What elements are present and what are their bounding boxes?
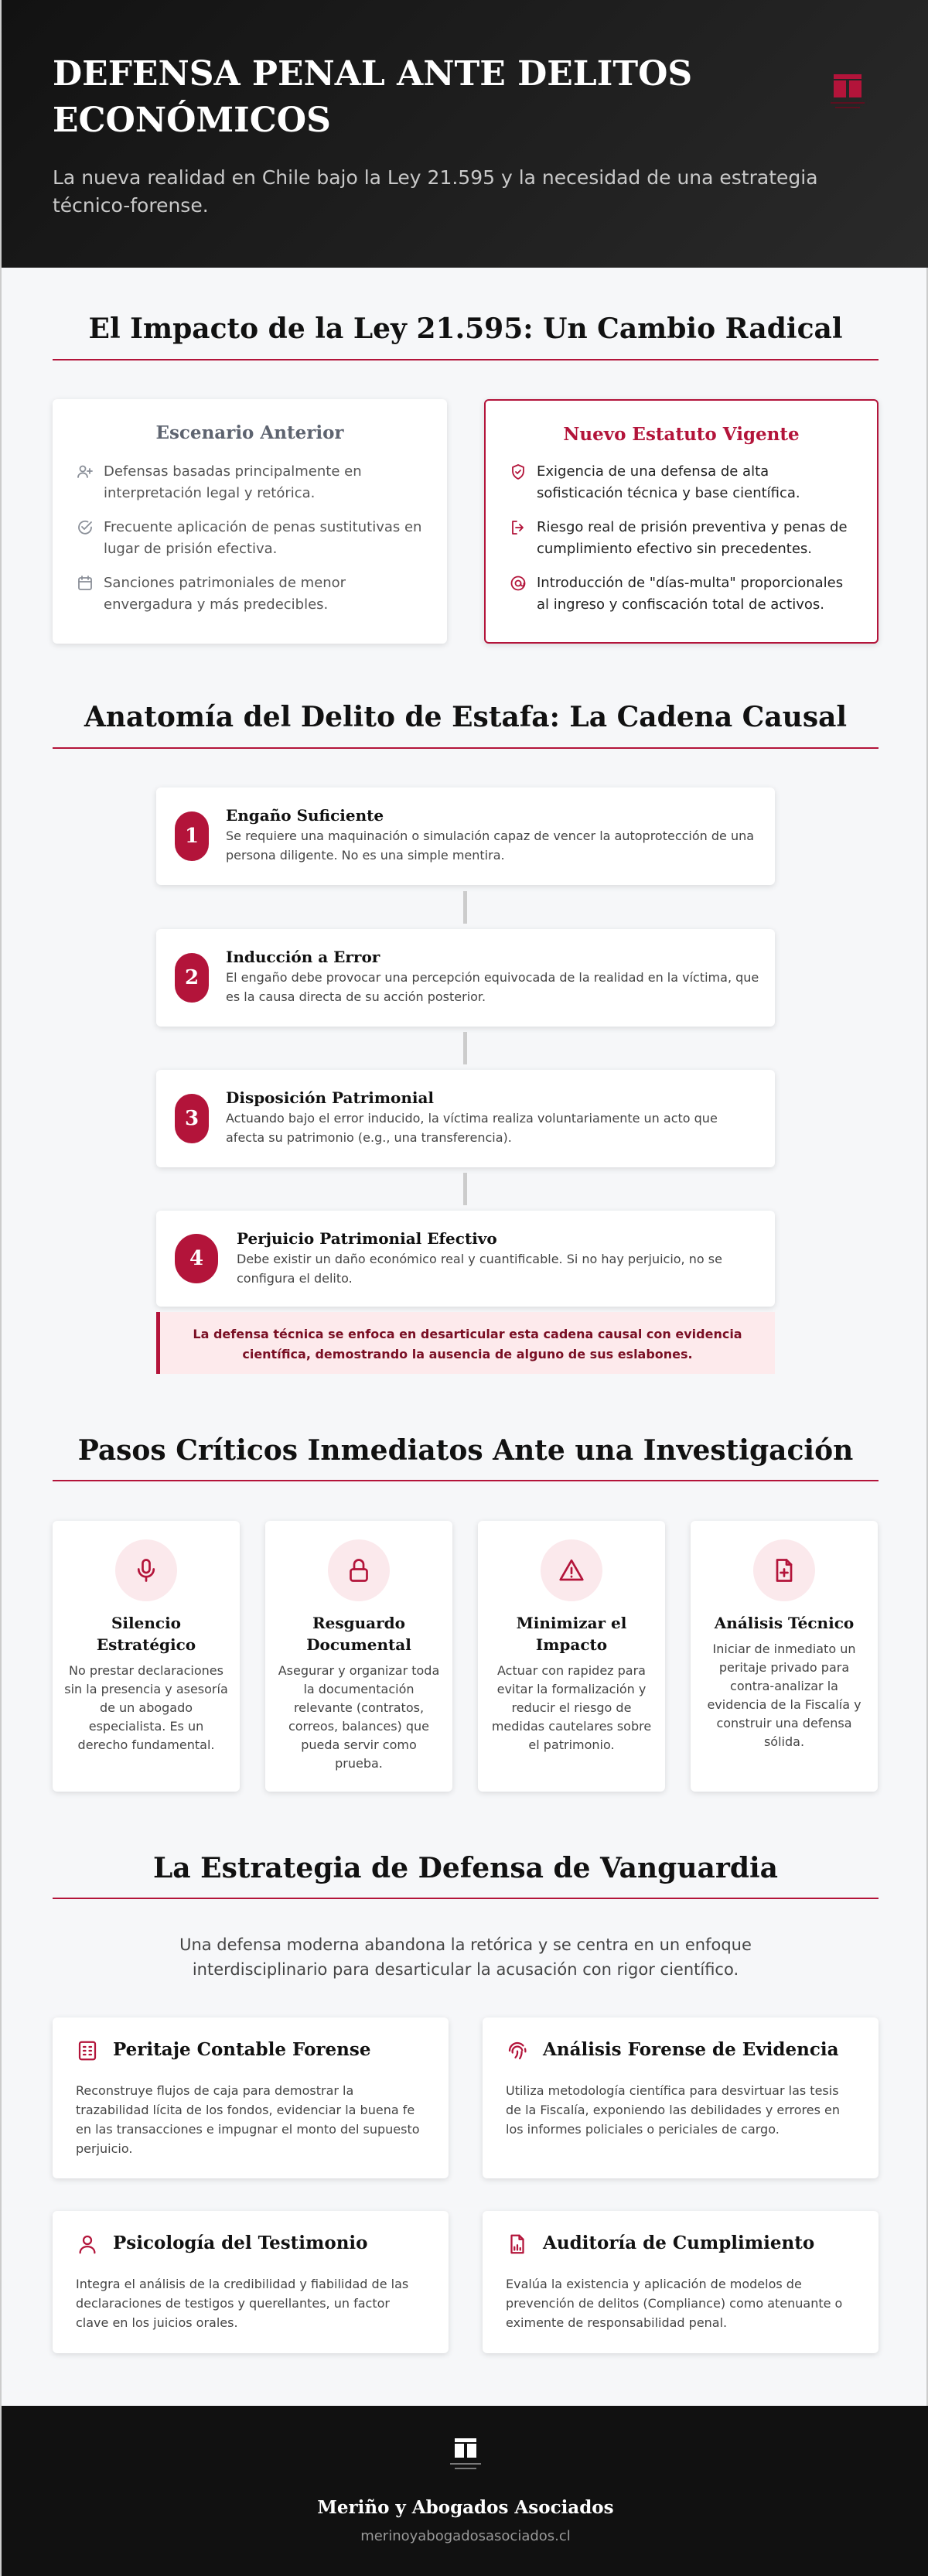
- step-title: Disposición Patrimonial: [226, 1088, 435, 1107]
- step-number: 1: [175, 811, 209, 861]
- step-number: 3: [175, 1094, 209, 1143]
- calculator-icon: [76, 2039, 99, 2062]
- lock-icon: [345, 1556, 373, 1584]
- step-card-title: Minimizar el Impacto: [516, 1614, 627, 1654]
- firm-logo-icon: [449, 2435, 483, 2475]
- strategy-section-title: La Estrategia de Defensa de Vanguardia: [152, 1852, 778, 1884]
- user-icon: [76, 2233, 99, 2256]
- section-divider: [53, 1480, 879, 1481]
- step-card-documents: [265, 1521, 452, 1792]
- warning-triangle-icon: [558, 1556, 585, 1584]
- section-divider: [53, 747, 879, 749]
- icon-badge: [541, 1539, 602, 1601]
- list-item: [76, 572, 424, 616]
- strategy-card-title: Análisis Forense de Evidencia: [543, 2039, 839, 2060]
- page-subtitle: La nueva realidad en Chile bajo la Ley 21.595 y la necesidad de una estrategia técnico-forense.: [53, 166, 818, 217]
- list-item: [509, 572, 857, 616]
- step-title: Engaño Suficiente: [226, 806, 384, 825]
- strategy-card-title: Peritaje Contable Forense: [113, 2039, 371, 2060]
- strategy-card-accounting: [53, 2017, 449, 2178]
- chain-step: [156, 787, 775, 885]
- firm-website-link[interactable]: merinoyabogadosasociados.cl: [360, 2528, 571, 2544]
- chain-step: [156, 1211, 775, 1307]
- calendar-icon: [76, 574, 94, 593]
- microphone-icon: [132, 1556, 160, 1584]
- step-number: 2: [175, 953, 209, 1003]
- icon-badge: [115, 1539, 177, 1601]
- step-card-title: Análisis Técnico: [714, 1614, 855, 1632]
- new-statute-card: [484, 399, 879, 644]
- step-card-silence: [53, 1521, 240, 1792]
- list-item-text: Defensas basadas principalmente en interpretación legal y retórica.: [104, 463, 362, 501]
- section-divider: [53, 359, 879, 360]
- file-chart-icon: [506, 2233, 529, 2256]
- strategy-card-evidence: [483, 2017, 879, 2178]
- list-item-text: Frecuente aplicación de penas sustitutivas en lugar de prisión efectiva.: [104, 519, 422, 557]
- list-item: [509, 517, 857, 560]
- step-card-text: Iniciar de inmediato un peritaje privado para contra-analizar la evidencia de la Fiscalía y construir una defensa sólida.: [707, 1642, 861, 1749]
- step-title: Perjuicio Patrimonial Efectivo: [237, 1229, 497, 1248]
- firm-name: Meriño y Abogados Asociados: [317, 2497, 614, 2518]
- impact-section-title: El Impacto de la Ley 21.595: Un Cambio Radical: [88, 313, 843, 345]
- list-item: [76, 517, 424, 560]
- steps-section-title: Pasos Críticos Inmediatos Ante una Investigación: [77, 1434, 854, 1467]
- user-plus-icon: [76, 463, 94, 481]
- strategy-card-text: Evalúa la existencia y aplicación de modelos de prevención de delitos (Compliance) como atenuante o eximente de responsabilidad penal.: [506, 2277, 843, 2330]
- list-item: [76, 461, 424, 504]
- step-card-text: Asegurar y organizar toda la documentación relevante (contratos, correos, balances) que pueda servir como prueba.: [278, 1663, 440, 1771]
- chain-section-title: Anatomía del Delito de Estafa: La Cadena Causal: [84, 701, 848, 733]
- step-card-impact: [478, 1521, 665, 1792]
- list-item-text: Exigencia de una defensa de alta sofisticación técnica y base científica.: [537, 463, 800, 501]
- strategy-card-title: Auditoría de Cumplimiento: [543, 2233, 815, 2253]
- icon-badge: [753, 1539, 815, 1601]
- strategy-card-text: Utiliza metodología científica para desvirtuar las tesis de la Fiscalía, exponiendo las debilidades y errores en los informes policiales o periciales de cargo.: [506, 2083, 841, 2137]
- step-text: Se requiere una maquinación o simulación capaz de vencer la autoprotección de una persona diligente. No es una simple mentira.: [226, 828, 755, 863]
- section-divider: [53, 1898, 879, 1899]
- strategy-intro: Una defensa moderna abandona la retórica y se centra en un enfoque interdisciplinario para desarticular la acusación con rigor científico.: [179, 1935, 752, 1979]
- at-sign-icon: [509, 574, 527, 593]
- strategy-card-psychology: [53, 2211, 449, 2353]
- step-card-text: Actuar con rapidez para evitar la formalización y reducir el riesgo de medidas cautelares sobre el patrimonio.: [491, 1663, 652, 1752]
- list-item-text: Sanciones patrimoniales de menor envergadura y más predecibles.: [104, 575, 346, 613]
- step-card-analysis: [691, 1521, 878, 1792]
- chain-connector: [463, 891, 467, 924]
- step-title: Inducción a Error: [226, 948, 380, 966]
- chain-step: [156, 929, 775, 1027]
- strategy-card-text: Integra el análisis de la credibilidad y fiabilidad de las declaraciones de testigos y querellantes, un factor clave en los juicios orales.: [76, 2277, 409, 2330]
- step-text: Actuando bajo el error inducido, la víctima realiza voluntariamente un acto que afecta su patrimonio (e.g., una transferencia).: [226, 1111, 718, 1145]
- step-card-text: No prestar declaraciones sin la presencia y asesoría de un abogado especialista. Es un derecho fundamental.: [64, 1663, 228, 1752]
- step-text: Debe existir un daño económico real y cuantificable. Si no hay perjuicio, no se configura el delito.: [237, 1252, 722, 1286]
- list-item: [509, 461, 857, 504]
- chain-defense-note: La defensa técnica se enfoca en desarticular esta cadena causal con evidencia científica, demostrando la ausencia de alguno de sus eslabones.: [156, 1312, 775, 1374]
- hero-header: [2, 0, 928, 268]
- strategy-card-text: Reconstruye flujos de caja para demostrar la trazabilidad lícita de los fondos, evidenciar la buena fe en las transacciones e impugnar el monto del supuesto perjuicio.: [76, 2083, 420, 2156]
- icon-badge: [328, 1539, 390, 1601]
- footer: [2, 2406, 928, 2576]
- new-statute-title: Nuevo Estatuto Vigente: [563, 424, 800, 445]
- page-title: DEFENSA PENAL ANTE DELITOS ECONÓMICOS: [53, 54, 693, 140]
- strategy-card-compliance: [483, 2211, 879, 2353]
- previous-scenario-card: [53, 399, 447, 644]
- log-out-icon: [509, 518, 527, 537]
- shield-check-icon: [509, 463, 527, 481]
- chain-connector: [463, 1173, 467, 1205]
- step-text: El engaño debe provocar una percepción equivocada de la realidad en la víctima, que es la causa directa de su acción posterior.: [226, 970, 759, 1004]
- list-item-text: Riesgo real de prisión preventiva y penas de cumplimiento efectivo sin precedentes.: [537, 519, 848, 557]
- chain-connector: [463, 1032, 467, 1064]
- step-card-title: Silencio Estratégico: [96, 1614, 196, 1654]
- list-item-text: Introducción de "días-multa" proporcionales al ingreso y confiscación total de activos.: [537, 575, 844, 613]
- chain-step: [156, 1070, 775, 1167]
- fingerprint-icon: [506, 2039, 529, 2062]
- strategy-card-title: Psicología del Testimonio: [113, 2233, 368, 2253]
- step-number: 4: [175, 1234, 218, 1283]
- previous-scenario-title: Escenario Anterior: [155, 422, 344, 443]
- file-plus-icon: [770, 1556, 798, 1584]
- check-circle-icon: [76, 518, 94, 537]
- firm-logo-icon: [827, 65, 868, 119]
- step-card-title: Resguardo Documental: [306, 1614, 411, 1654]
